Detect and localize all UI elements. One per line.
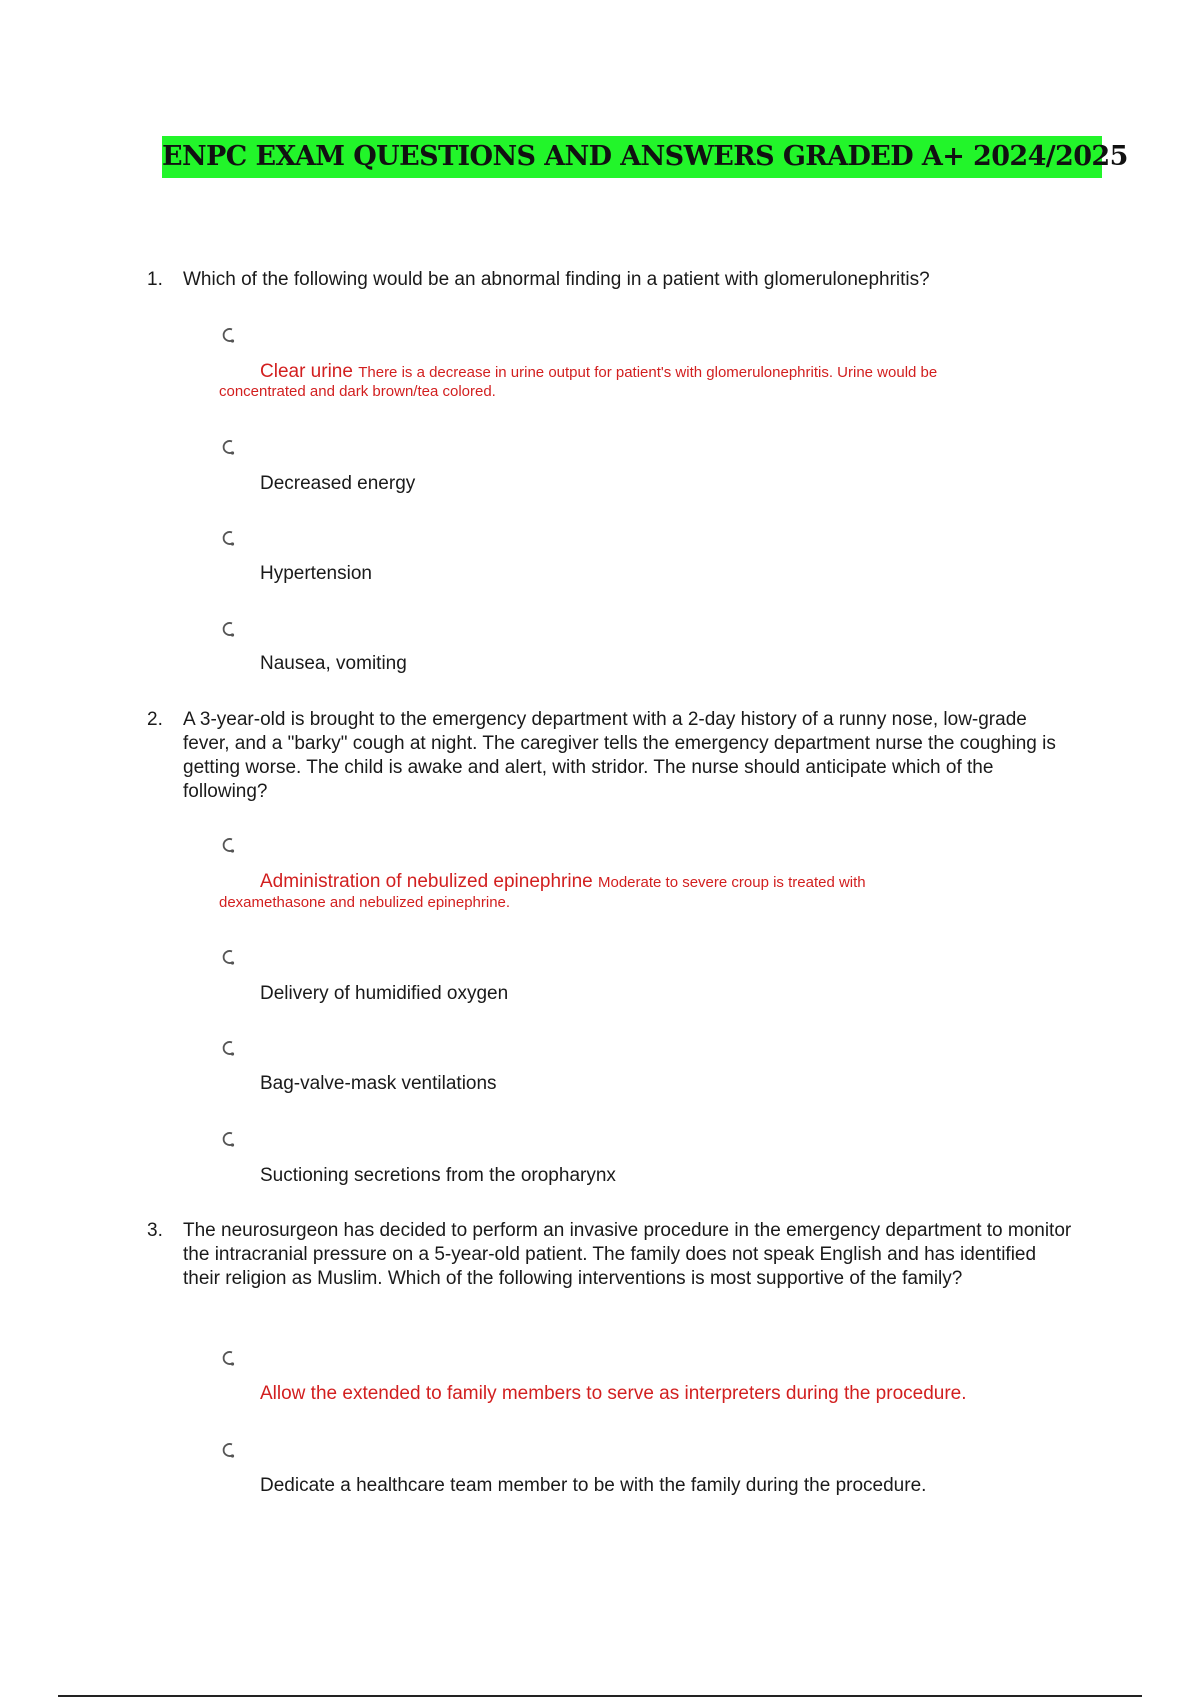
answer-label: Administration of nebulized epinephrine	[260, 871, 593, 892]
radio-unselected-icon[interactable]	[219, 1130, 237, 1148]
radio-unselected-icon[interactable]	[219, 438, 237, 456]
answer-label: Hypertension	[260, 563, 372, 584]
radio-unselected-icon[interactable]	[219, 326, 237, 344]
radio-unselected-icon[interactable]	[219, 1349, 237, 1367]
answer-label-correct: Allow the extended to family members to serve as interpreters during the procedure.	[260, 1383, 967, 1404]
question-number: 3.	[147, 1220, 163, 1241]
footer-divider	[58, 1695, 1142, 1697]
radio-unselected-icon[interactable]	[219, 1441, 237, 1459]
question-stem: Which of the following would be an abnormal finding in a patient with glomerulonephritis?	[183, 269, 930, 290]
answer-label: Delivery of humidified oxygen	[260, 983, 509, 1004]
answer-rationale: There is a decrease in urine output for patient's with glomerulonephritis. Urine would be	[358, 364, 938, 381]
answer-rationale-continued: dexamethasone and nebulized epinephrine.	[219, 894, 511, 911]
answer-rationale: Moderate to severe croup is treated with	[598, 874, 866, 891]
answer-rationale-continued: concentrated and dark brown/tea colored.	[219, 383, 496, 400]
question-stem: The neurosurgeon has decided to perform an invasive procedure in the emergency department to monitor the intracranial pressure on a 5-year-old patient. The family does not speak English and has identified their religion as Muslim. Which of the following interventions is most supportive of the family?	[183, 1220, 1072, 1289]
radio-unselected-icon[interactable]	[219, 1039, 237, 1057]
radio-unselected-icon[interactable]	[219, 948, 237, 966]
radio-unselected-icon[interactable]	[219, 836, 237, 854]
answer-label: Decreased energy	[260, 473, 416, 494]
answer-label: Dedicate a healthcare team member to be with the family during the procedure.	[260, 1475, 927, 1496]
answer-label: Nausea, vomiting	[260, 653, 407, 674]
document-title: ENPC EXAM QUESTIONS AND ANSWERS GRADED A+ 2024/2025	[162, 141, 1128, 172]
answer-label: Bag-valve-mask ventilations	[260, 1073, 497, 1094]
question-number: 1.	[147, 269, 163, 290]
title-highlight	[162, 136, 1128, 178]
answer-text-correct	[260, 870, 866, 895]
radio-unselected-icon[interactable]	[219, 620, 237, 638]
answer-label: Clear urine	[260, 361, 353, 382]
radio-unselected-icon[interactable]	[219, 529, 237, 547]
question-number: 2.	[147, 709, 163, 730]
answer-label: Suctioning secretions from the oropharynx	[260, 1165, 616, 1186]
question-stem: A 3-year-old is brought to the emergency department with a 2-day history of a runny nose, low-grade fever, and a "barky" cough at night. The caregiver tells the emergency department nurse the coughing is getting worse. The child is awake and alert, with stridor. The nurse should anticipate which of the following?	[183, 709, 1056, 802]
